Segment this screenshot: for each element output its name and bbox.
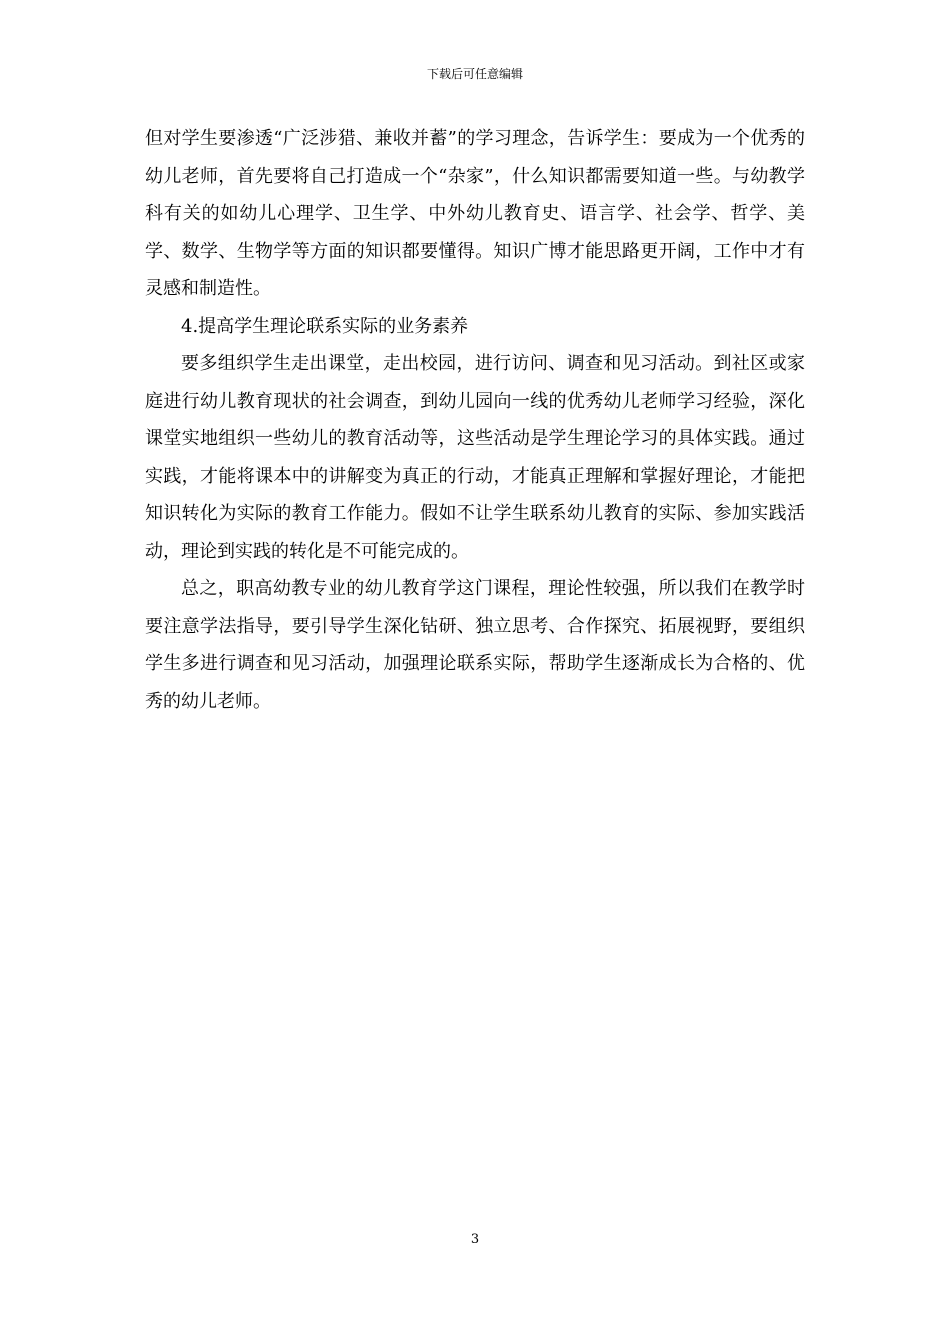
page-number: 3 bbox=[470, 1232, 480, 1247]
paragraph-conclusion: 总之，职高幼教专业的幼儿教育学这门课程，理论性较强，所以我们在教学时要注意学法指导，要引导学生深化钻研、独立思考、合作探究、拓展视野，要组织学生多进行调查和见习活动，加强理论联系实际，帮助学生逐渐成长为合格的、优秀的幼儿老师。 bbox=[145, 578, 805, 712]
paragraph-continuation: 但对学生要渗透“广泛涉猎、兼收并蓄”的学习理念，告诉学生：要成为一个优秀的幼儿老师，首先要将自己打造成一个“杂家”，什么知识都需要知道一些。与幼教学科有关的如幼儿心理学、卫生学、中外幼儿教育史、语言学、社会学、哲学、美学、数学、生物学等方面的知识都要懂得。知识广博才能思路更开阔，工作中才有灵感和制造性。 bbox=[145, 128, 805, 299]
section-heading: 4.提高学生理论联系实际的业务素养 bbox=[181, 315, 469, 337]
document-body bbox=[145, 120, 805, 720]
paragraph-practice: 要多组织学生走出课堂，走出校园，进行访问、调查和见习活动。到社区或家庭进行幼儿教育现状的社会调查，到幼儿园向一线的优秀幼儿老师学习经验，深化课堂实地组织一些幼儿的教育活动等，这些活动是学生理论学习的具体实践。通过实践，才能将课本中的讲解变为真正的行动，才能真正理解和掌握好理论，才能把知识转化为实际的教育工作能力。假如不让学生联系幼儿教育的实际、参加实践活动，理论到实践的转化是不可能完成的。 bbox=[145, 353, 805, 562]
page-header: 下载后可任意编辑 bbox=[426, 67, 523, 81]
